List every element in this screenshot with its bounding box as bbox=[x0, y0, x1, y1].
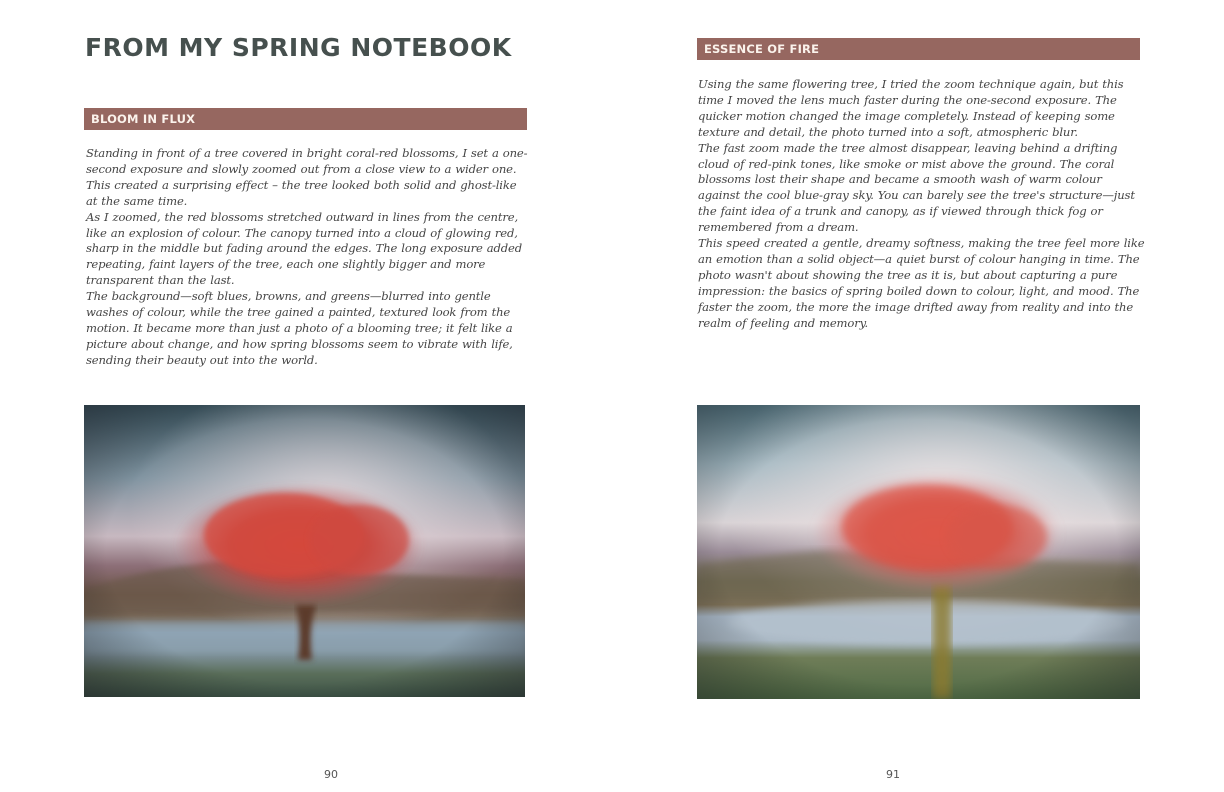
paragraph: Standing in front of a tree covered in bright coral-red blossoms, I set a one-second exposure and slowly zoomed out from a close view to a wider one. This created a surprising effect – the tree looked both solid and ghost-like at the same time. bbox=[86, 146, 528, 208]
body-text-right bbox=[698, 77, 1146, 332]
zoom-blur-tree-image bbox=[697, 405, 1140, 699]
page-number: 91 bbox=[886, 768, 900, 781]
page-number: 90 bbox=[324, 768, 338, 781]
section-header-bloom-in-flux: BLOOM IN FLUX bbox=[84, 108, 527, 130]
chapter-title: FROM MY SPRING NOTEBOOK bbox=[85, 33, 512, 62]
paragraph: The fast zoom made the tree almost disappear, leaving behind a drifting cloud of red-pink tones, like smoke or mist above the ground. The coral blossoms lost their shape and became a smooth wash of warm colour against the cool blue-gray sky. You can barely see the tree's structure—just the faint idea of a trunk and canopy, as if viewed through thick fog or remembered from a dream. bbox=[698, 140, 1135, 235]
photo-bloom-in-flux bbox=[84, 405, 525, 697]
zoom-blur-tree-image bbox=[84, 405, 525, 697]
right-page bbox=[612, 0, 1224, 792]
body-text-left bbox=[86, 146, 531, 369]
paragraph: This speed created a gentle, dreamy softness, making the tree feel more like an emotion than a solid object—a quiet burst of colour hanging in time. The photo wasn't about showing the tree as it is, but about capturing a pure impression: the basics of spring boiled down to colour, light, and mood. The faster the zoom, the more the image drifted away from reality and into the realm of feeling and memory. bbox=[698, 236, 1145, 330]
photo-essence-of-fire bbox=[697, 405, 1140, 699]
paragraph: The background—soft blues, browns, and greens—blurred into gentle washes of colour, while the tree gained a painted, textured look from the motion. It became more than just a photo of a blooming tree; it felt like a picture about change, and how spring blossoms seem to vibrate with life, sending their beauty out into the world. bbox=[86, 289, 513, 367]
paragraph: As I zoomed, the red blossoms stretched outward in lines from the centre, like an explosion of colour. The canopy turned into a cloud of glowing red, sharp in the middle but fading around the edges. The long exposure added repeating, faint layers of the tree, each one slightly bigger and more transparent than the last. bbox=[86, 209, 523, 288]
paragraph: Using the same flowering tree, I tried the zoom technique again, but this time I moved the lens much faster during the one-second exposure. The quicker motion changed the image completely. Instead of keeping some texture and detail, the photo turned into a soft, atmospheric blur. bbox=[698, 77, 1124, 139]
section-header-essence-of-fire: ESSENCE OF FIRE bbox=[697, 38, 1140, 60]
